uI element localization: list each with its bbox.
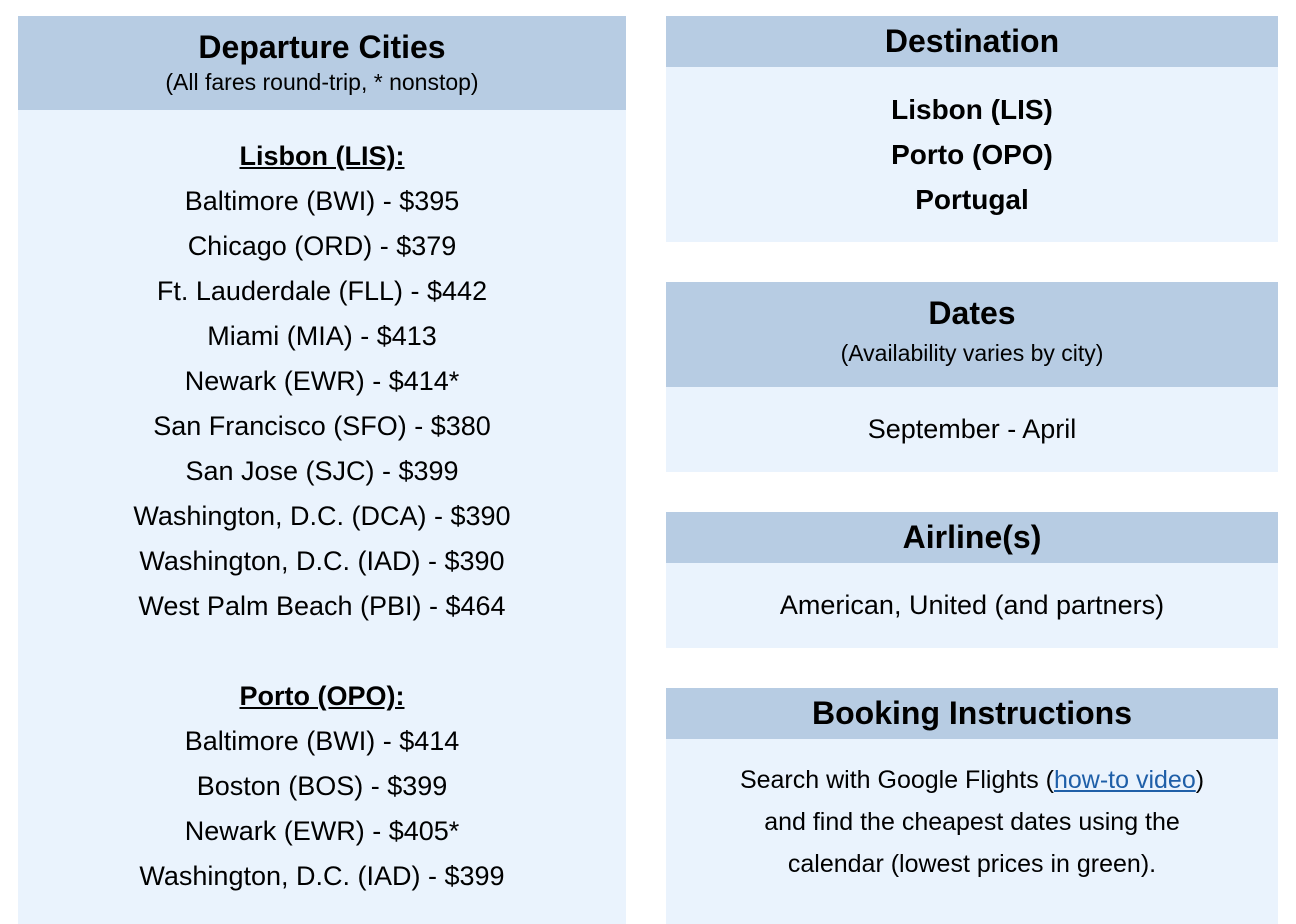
list-item: Newark (EWR) - $414* bbox=[184, 366, 460, 396]
list-item: Baltimore (BWI) - $395 bbox=[184, 186, 460, 216]
booking-instructions-panel bbox=[666, 688, 1278, 924]
group-title-porto: Porto (OPO): bbox=[239, 681, 405, 711]
airlines-header bbox=[666, 512, 1278, 563]
booking-text-after-link: ) bbox=[1195, 766, 1205, 794]
booking-line-1 bbox=[666, 759, 1278, 801]
booking-instructions-header bbox=[666, 688, 1278, 739]
dates-body bbox=[666, 387, 1278, 472]
airlines-panel bbox=[666, 512, 1278, 648]
departure-cities-header bbox=[18, 16, 626, 110]
destination-item: Porto (OPO) bbox=[891, 139, 1053, 170]
destination-header bbox=[666, 16, 1278, 67]
departure-cities-panel bbox=[18, 16, 626, 924]
dates-subtitle: (Availability varies by city) bbox=[840, 340, 1104, 366]
booking-instructions-title: Booking Instructions bbox=[812, 695, 1132, 731]
list-item: Newark (EWR) - $405* bbox=[184, 816, 460, 846]
dates-title: Dates bbox=[928, 295, 1016, 331]
destination-panel bbox=[666, 16, 1278, 242]
list-item: Baltimore (BWI) - $414 bbox=[184, 726, 460, 756]
departure-cities-subtitle: (All fares round-trip, * nonstop) bbox=[165, 69, 479, 95]
group-title-lisbon: Lisbon (LIS): bbox=[239, 141, 405, 171]
destination-list bbox=[666, 67, 1278, 222]
list-item: Boston (BOS) - $399 bbox=[196, 771, 448, 801]
list-item: San Jose (SJC) - $399 bbox=[185, 456, 459, 486]
airlines-title: Airline(s) bbox=[902, 519, 1042, 555]
booking-line-3: calendar (lowest prices in green). bbox=[787, 850, 1157, 878]
dates-panel bbox=[666, 282, 1278, 472]
departure-cities-title: Departure Cities bbox=[198, 29, 446, 65]
list-item: Washington, D.C. (DCA) - $390 bbox=[133, 501, 511, 531]
booking-text-before-link: Search with Google Flights ( bbox=[739, 766, 1054, 794]
list-item: Chicago (ORD) - $379 bbox=[187, 231, 457, 261]
list-item: Washington, D.C. (IAD) - $399 bbox=[139, 861, 505, 891]
list-item: West Palm Beach (PBI) - $464 bbox=[138, 591, 506, 621]
list-item: Washington, D.C. (IAD) - $390 bbox=[139, 546, 505, 576]
list-item: Miami (MIA) - $413 bbox=[207, 321, 437, 351]
dates-header bbox=[666, 282, 1278, 387]
destination-title: Destination bbox=[884, 23, 1060, 59]
booking-line-2: and find the cheapest dates using the bbox=[764, 808, 1180, 836]
how-to-video-link[interactable]: how-to video bbox=[1053, 766, 1196, 794]
airlines-body bbox=[666, 563, 1278, 648]
destination-item: Portugal bbox=[915, 184, 1029, 215]
list-item: Ft. Lauderdale (FLL) - $442 bbox=[156, 276, 488, 306]
spacer bbox=[18, 629, 626, 674]
departure-cities-list bbox=[18, 110, 626, 899]
destination-item: Lisbon (LIS) bbox=[891, 94, 1053, 125]
booking-instructions-body bbox=[666, 739, 1278, 885]
airlines-value: American, United (and partners) bbox=[779, 590, 1165, 620]
list-item: San Francisco (SFO) - $380 bbox=[153, 411, 491, 441]
dates-value: September - April bbox=[867, 414, 1077, 444]
